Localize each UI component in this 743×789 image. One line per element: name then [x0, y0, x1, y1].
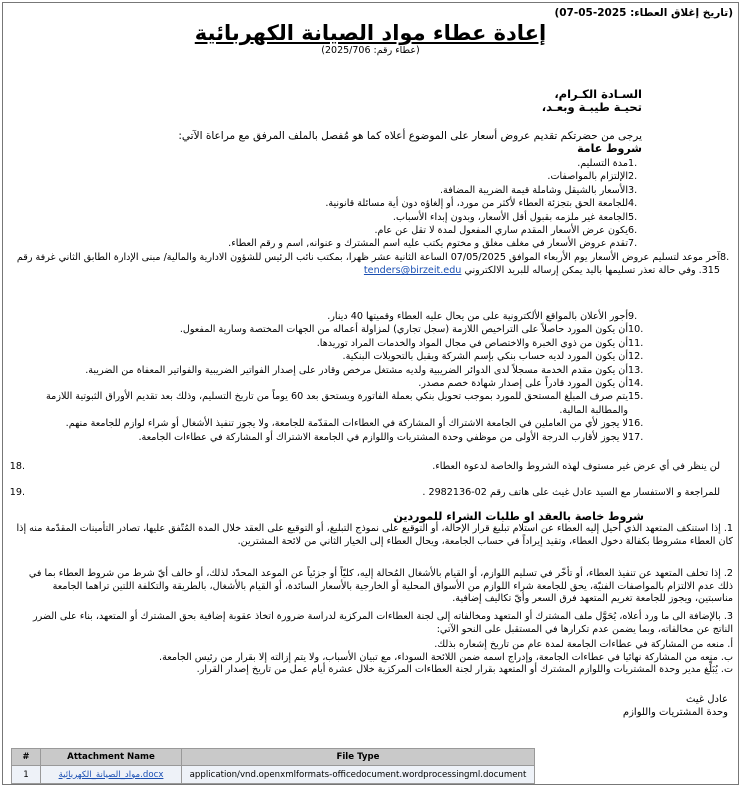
- email-link[interactable]: tenders@birzeit.edu: [363, 265, 462, 277]
- list-item: 9. أجور الأعلان بالمواقع الألكترونية على من يحال عليه العطاء وقميتها 40 دينار.: [327, 311, 638, 322]
- list-item: 4. للجامعة الحق بتجزئة العطاء لأكثر من مورد، أو إلغاؤه دون أية مسائلة قانونية.: [325, 198, 638, 210]
- list-item: لن ينظر في أي عرض غير مستوف لهذه الشروط والخاصة لدعوة العطاء. 18.: [9, 461, 720, 472]
- attachment-file-type: application/vnd.openxmlformats-officedocument.wordprocessingml.document: [182, 766, 535, 784]
- list-item: 15. يتم صرف المبلغ المستحق للمورد بموجب تحويل بنكي بعملة الفاتورة ويستحق بعد 60 يوماً من تاريخ التسليم، وذلك بعد تقديم الأوراق الثبوتية اللازمة والمطالبة المالية.: [46, 391, 644, 416]
- column-header-file-type: File Type: [182, 749, 535, 766]
- list-item: 1. مدة التسليم.: [577, 158, 638, 169]
- special-term-1: 1. إذا استنكف المتعهد الذي أحيل إليه العطاء عن استلام تبليغ قرار الإحالة، أو التوقيع على نموذج التبليغ، أو التوقيع على العقد خلال المدة المُتّفق عليها، تصادر التأمينات المقدّمة منه إذا كان العطاء مشروطا بكفالة دخول العطاء، وتقيد إيراداً في حساب الجامعة، ويحال العطاء إلى الخيار الثاني من لائحة المشترين.: [16, 523, 733, 547]
- page-title: إعادة عطاء مواد الصيانة الكهربائية: [194, 21, 547, 45]
- general-terms-heading: شروط عامة: [577, 142, 642, 155]
- list-item: 14. أن يكون المورد قادراً على إصدار شهادة خصم مصدر.: [418, 378, 644, 390]
- closing-date: (تاريخ إغلاق العطاء: 2025-05-07): [554, 7, 733, 19]
- general-terms-list: [7, 157, 730, 278]
- special-term-3: 3. بالإضافة الى ما ورد أعلاه، يُحَوَّل ملف المشترك أو المتعهد ومخالفاته إلى لجنة العطاءات المركزية لدراسة ضرورة اتخاذ عقوبة إضافية بحق المشترك أو المتعهد، بناء على الضرر الناتج عن مخالفاته، وبما يضمن عدم تكرارها في المستقبل على النحو الآتي:: [32, 611, 733, 635]
- list-item: 2. الإلتزام بالمواصفات.: [547, 171, 638, 183]
- list-item: 13. أن يكون مقدم الخدمة مسجلاً لدى الدوائر الضريبية ولديه مشتغل مرخص وقادر على إصدار الفواتير الضريبية والفواتير المعفاة من الضريبة.: [85, 364, 644, 376]
- table-header-row: [12, 749, 535, 766]
- list-item: 5. الجامعة غير ملزمه بقبول أقل الأسعار، وبدون إبداء الأسباب.: [392, 211, 638, 223]
- greeting: [542, 88, 642, 114]
- special-terms-heading: شروط خاصة بالعقد او طلبات الشراء للموردين: [393, 510, 644, 523]
- list-item: ت. يُبَلِّغ مدير وحدة المشتريات واللوازم المشترك أو المتعهد بقرار لجنة العطاءات المركزية خلال عشرة أيام عمل من تاريخ إصدار القرار.: [196, 664, 733, 676]
- attachment-link[interactable]: مواد_الصيانة_الكهربائية.docx: [41, 766, 182, 784]
- list-item: ب. منعه من المشاركة نهائيا في عطاءات الجامعة، وإدراج اسمه ضمن اللائحة السوداء، مع تبيان الأسباب، ولا يتم إزالته إلا بقرار من رئيس الجامعة.: [159, 651, 733, 663]
- column-header-attachment-name: Attachment Name: [41, 749, 182, 766]
- signature-block: [623, 693, 728, 719]
- attachments-table: [11, 748, 535, 784]
- list-item: 17. لا يجوز لأقارب الدرجة الأولى من موظفي وحدة المشتريات واللوازم في الجامعة الاشتراك أو المشاركة في عطاءات الجامعة.: [138, 431, 644, 443]
- signature-name: عادل غيث: [686, 694, 728, 705]
- list-item: 8. آخر موعد لتسليم عروض الأسعار يوم الأربعاء الموافق 07/05/2025 الساعة الثانية عشر ظهرا، بمكتب نائب الرئيس للشؤون الادارية والمالية/ مبنى الإدارة الطابق الثاني غرفة رقم 315. وفي حالة تعذر تسليمها باليد يمكن إرساله للبريد الالكتروني tenders@birzeit.edu: [16, 251, 730, 277]
- list-item: 11. أن يكون من ذوي الخبرة والاختصاص في مجال المواد والخدمات المراد توريدها.: [316, 337, 644, 349]
- list-item: 3. الأسعار بالشيقل وشاملة قيمة الضريبة المضافة.: [440, 184, 638, 196]
- intro-text: يرجى من حضرتكم تقديم عروض أسعار على الموضوع أعلاه كما هو مُفصل بالملف المرفق مع مراعاة الآتي:: [178, 130, 642, 142]
- special-term-2: 2. إذا تخلف المتعهد عن تنفيذ العطاء، أو تأخّر في تسليم اللوازم، أو القيام بالأشغال المُحالة إليه، كليّاً أو جزئياً عن الموعد المحدّد لذلك، أو خالف أيّ شرط من شروط العطاء بما في ذلك عدم الالتزام بالمواصفات الفنيّة، يحق للجامعة شراء اللوازم من الأسواق المحلية أو الخارجية بالأسعار السائدة، أو القيام بالأشغال، بالطريقة والتكلفة اللتين تراهما الجامعة مناسبتين، ويجوز للجامعة تغريم المتعهد فرق السعر وأيّ تكاليف إضافية.: [28, 568, 733, 605]
- general-terms-list-2: [7, 310, 642, 444]
- signature-unit: وحدة المشتريات واللوازم: [622, 707, 728, 718]
- special-term-subs: [13, 639, 733, 677]
- table-row: [12, 766, 535, 784]
- column-header-number: #: [12, 749, 41, 766]
- attachment-number: 1: [12, 766, 41, 784]
- greeting-line-1: السـادة الكـرام،: [554, 87, 642, 101]
- list-item: 7. تقدم عروض الأسعار في مغلف مغلق و مختوم يكتب عليه اسم المشترك و عنوانه, اسم و رقم العطاء.: [228, 238, 638, 250]
- list-item: 10. أن يكون المورد حاصلاً على التراخيص اللازمة (سجل تجاري) لمزاولة أعماله من الجهات المختصة وسارية المفعول.: [179, 324, 644, 336]
- tender-number: (عطاء رقم: 2025/706): [321, 45, 420, 56]
- general-terms-item-19: [7, 486, 720, 499]
- list-item: أ. منعه من المشاركة في عطاءات الجامعة لمدة عام من تاريخ إشعاره بذلك.: [434, 639, 733, 650]
- document-page: [2, 2, 739, 785]
- greeting-line-2: تحيـة طيبـة وبعـد،: [541, 100, 642, 114]
- list-item: للمراجعة و الاستفسار مع السيد عادل غيث على هاتف رقم 02-2982136 . 19.: [9, 487, 720, 498]
- list-item: 12. أن يكون المورد لديه حساب بنكي بإسم الشركة ويقبل بالتحويلات البنكية.: [342, 351, 644, 363]
- general-terms-item-18: [7, 460, 720, 473]
- list-item: 16. لا يجوز لأي من العاملين في الجامعة الاشتراك أو المشاركة في العطاءات المقدّمة للجامعة، ولا يجوز تنفيذ الأشغال أو شراء لوازم للجامعة منهم.: [65, 418, 644, 430]
- list-item: 6. يكون عرض الأسعار المقدم ساري المفعول لمدة لا تقل عن عام.: [374, 225, 638, 237]
